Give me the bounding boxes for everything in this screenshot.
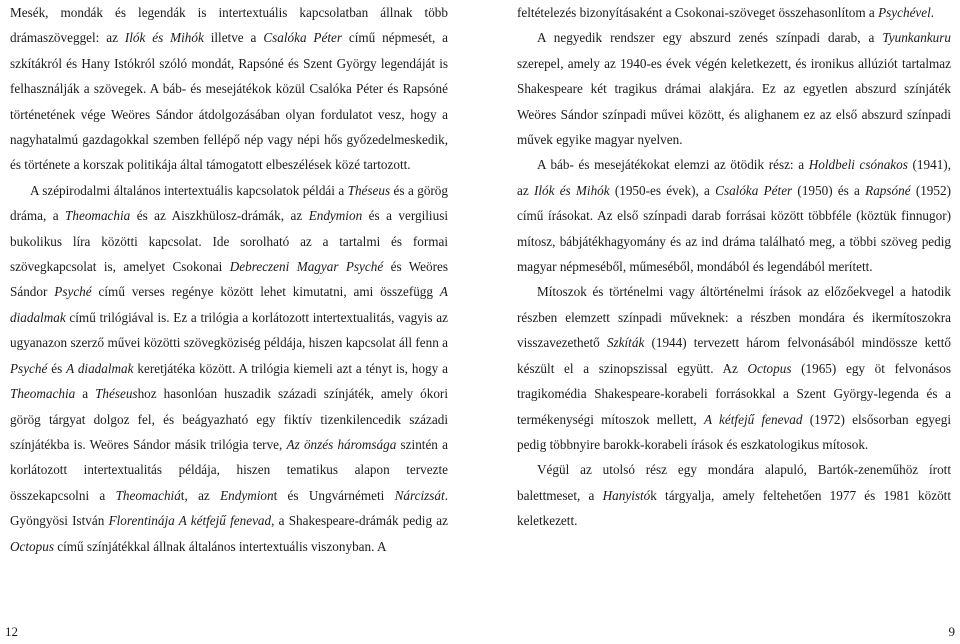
body-text: (1952) című írásokat. Az első színpadi darab forrásai között többféle (köztük finnugor) mítosz, bábjátékhagyomány és az ind dráma található meg, a többi szöveg pedig magyar népmeséből, műmeséből, mondából és legendából merített. [517, 182, 951, 275]
left-page-text-column [10, 0, 448, 559]
body-text: című színjátékkal állnak általános intertextuális viszonyban. A [53, 538, 387, 554]
body-text: című népmesét, a szkítákról és Hany Istókról szóló mondát, Rapsóné és Szent György legendáját is felhasználják a szövegek. A báb- és mesejátékok közül Csalóka Péter és Rapsóné történetének vége Weöres Sándor átdolgozásában olyan fordulatot vesz, hogy a nagyhatalmú gazdagokkal szemben fellépő nép vagy népi hős győzedelmeskedik, és története a korszak politikája által támogatott elbeszélések közé tartozott. [10, 30, 448, 173]
paragraph [517, 152, 951, 279]
body-text: . [930, 5, 935, 20]
italic-title-text: Az önzés háromsága [286, 436, 397, 452]
italic-title-text: Csalóka Péter [263, 30, 342, 46]
italic-title-text: Psychével [878, 5, 931, 20]
body-text: Mesék, mondák és legendák is intertextuális kapcsolatban állnak több drámaszöveggel: az [10, 5, 448, 46]
italic-title-text: Psyché [10, 360, 48, 376]
body-text: című verses regénye között lehet kimutatni, ami összefügg [91, 284, 440, 300]
body-text: k tárgyalja, amely feltehetően 1977 és 1981 között keletkezett. [517, 487, 951, 529]
body-text: szintén a korlátozott intertextualitás példája, hiszen tematikus alapon tervezte összekapcsolni a [10, 436, 448, 503]
body-text: A negyedik rendszer egy abszurd zenés színpadi darab, a [537, 30, 883, 46]
body-text: szerepel, amely az 1940-es évek végén keletkezett, és ironikus allúziót tartalmaz Shakespeare két tragikus drámai alakjára. Ez az egyetlen abszurd színjáték Weöres Sándor színpadi művei között, és alighanem ez az első abszurd színpadi művek egyike magyar nyelven. [517, 55, 951, 148]
left-page-number: 12 [5, 624, 18, 639]
body-text: t és Ungvárnémeti [273, 487, 395, 503]
italic-title-text: Hanyistó [602, 487, 651, 503]
italic-title-text: A diadalmak [66, 360, 134, 376]
body-text: (1972) elsősorban egyegi pedig többnyire barokk-korabeli írások és eszkatologikus mítosok. [517, 411, 951, 452]
body-text: hoz hasonlóan huszadik századi színjáték, amely ókori görög tárgyat dolgoz fel, és beágyazható egy fiktív tizenkilencedik századi színjátékba is. Weöres Sándor másik trilógia terve, [10, 386, 448, 452]
italic-title-text: Endymion [220, 487, 274, 503]
body-text: (1941), az [517, 157, 951, 198]
italic-title-text: Endymion [308, 208, 363, 224]
italic-title-text: Csalóka Péter [715, 182, 793, 198]
paragraph [517, 457, 951, 533]
italic-title-text: Théseus [347, 182, 391, 198]
italic-title-text: Octopus [10, 538, 54, 554]
body-text: , a Shakespeare-drámák pedig az [271, 513, 448, 529]
italic-title-text: Rapsóné [865, 182, 911, 198]
body-text: (1950-es évek), a [609, 182, 716, 198]
body-text: Mítoszok és történelmi vagy áltörténelmi írások az előzőekvegel a hatodik részben elemzett színpadi műveknek: a részben mondára és ikermítoszokra visszavezethető [517, 284, 951, 351]
paragraph [10, 178, 448, 559]
body-text: (1965) egy öt felvonásos tragikomédia Shakespeare-korabeli forrásokkal a Szent György-legenda és a termékenységi mítoszok mellett, [517, 360, 951, 427]
body-text: Végül az utolsó rész egy mondára alapuló, Bartók-zeneműhöz írott balettmeset, a [517, 462, 951, 503]
italic-title-text: Theomachia [65, 208, 131, 224]
paragraph [10, 0, 448, 178]
italic-title-text: Tyunkankuru [882, 30, 951, 46]
italic-title-text: Theomachia [10, 386, 76, 402]
italic-title-text: Ilók és Mihók [124, 30, 204, 46]
right-page-text-column [517, 0, 951, 534]
italic-title-text: A kétfejű fenevad [703, 411, 803, 427]
italic-title-text: Debreczeni Magyar Psyché [229, 259, 384, 275]
body-text: keretjátéka között. A trilógia kiemeli azt a tényt is, hogy a [133, 360, 448, 376]
body-text: (1950) és a [792, 182, 866, 198]
body-text: és a görög dráma, a [10, 182, 448, 224]
body-text: a [75, 386, 96, 402]
italic-title-text: Holdbeli csónakos [808, 157, 908, 173]
body-text: és [47, 360, 67, 376]
italic-title-text: Szkíták [606, 335, 645, 351]
italic-title-text: Florentinája A kétfejű fenevad [108, 513, 272, 529]
body-text: t, az [180, 487, 221, 503]
body-text: című trilógiával is. Ez a trilógia a korlátozott intertextualitás, vagyis az ugyanazon szerző művei közötti szövegköziség példája, hiszen kapcsolat áll fenn a [10, 309, 448, 351]
body-text: . Gyöngyösi István [10, 487, 448, 529]
body-text: (1944) tervezett három felvonásából mindössze kettő készült el a szinopszissal együtt. Az [517, 335, 951, 376]
paragraph [517, 279, 951, 457]
body-text: illetve a [203, 30, 264, 46]
body-text: és Weöres Sándor [10, 259, 449, 300]
body-text: A szépirodalmi általános intertextuális kapcsolatok példái a [30, 182, 348, 198]
italic-title-text: Théseus [95, 386, 138, 402]
right-page-number: 9 [948, 624, 955, 639]
italic-title-text: Theomachiá [115, 487, 181, 503]
italic-title-text: Octopus [747, 360, 792, 376]
italic-title-text: Nárcizsát [394, 487, 445, 503]
italic-title-text: Psyché [54, 284, 92, 300]
body-text: és az Aiszkhülosz-drámák, az [130, 208, 309, 224]
body-text: és a vergiliusi bukolikus líra közötti kapcsolat. Ide sorolható az a tartalmi és formai szövegkapcsolat is, amelyet Csokonai [10, 208, 448, 275]
italic-title-text: Ilók és Mihók [533, 182, 610, 198]
paragraph [517, 25, 951, 152]
body-text: feltételezés bizonyításaként a Csokonai-szöveget összehasonlítom a [517, 5, 879, 20]
body-text: A báb- és mesejátékokat elemzi az ötödik rész: a [537, 157, 809, 173]
italic-title-text: A diadalmak [10, 284, 448, 325]
paragraph [517, 0, 951, 25]
